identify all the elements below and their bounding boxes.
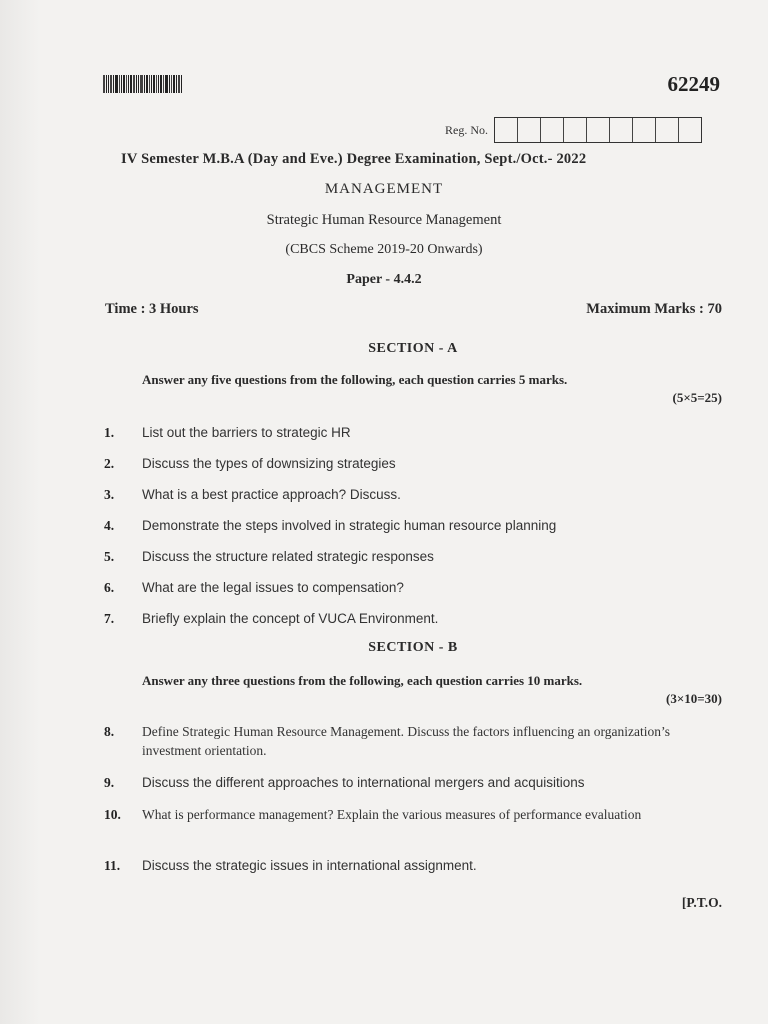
- exam-title: IV Semester M.B.A (Day and Eve.) Degree Examination, Sept./Oct.- 2022: [121, 151, 587, 167]
- reg-label: Reg. No.: [445, 122, 488, 137]
- subject-title: MANAGEMENT: [324, 181, 444, 197]
- course-title: Strategic Human Resource Management: [266, 212, 502, 228]
- question-text: What is a best practice approach? Discuss.: [142, 487, 401, 502]
- question-text: Discuss the different approaches to international mergers and acquisitions: [142, 775, 585, 790]
- reg-boxes[interactable]: [494, 117, 702, 143]
- question-number: 10.: [104, 807, 121, 822]
- time-allowed: Time : 3 Hours: [105, 301, 199, 317]
- section-a-allocation: (5×5=25): [672, 390, 722, 405]
- barcode-bar: [103, 75, 105, 93]
- reg-digit-box[interactable]: [518, 118, 541, 142]
- question-text: Discuss the types of downsizing strategies: [142, 456, 396, 471]
- question-item: [104, 722, 722, 760]
- question-item: [104, 578, 722, 597]
- question-text: Demonstrate the steps involved in strategic human resource planning: [142, 518, 557, 533]
- barcode-bar: [156, 75, 157, 93]
- barcode-bar: [181, 75, 182, 93]
- question-item: [104, 805, 722, 824]
- question-number: 9.: [104, 775, 115, 790]
- barcode-bar: [160, 75, 162, 93]
- section-a-title: SECTION - A: [368, 341, 458, 356]
- barcode-bar: [144, 75, 145, 93]
- section-b-title: SECTION - B: [368, 640, 458, 655]
- barcode-bar: [169, 75, 170, 93]
- question-item: [104, 547, 722, 566]
- question-number: 2.: [104, 456, 115, 471]
- reg-digit-box[interactable]: [587, 118, 610, 142]
- page-turn-over: [P.T.O.: [681, 895, 722, 910]
- question-item: [104, 485, 722, 504]
- barcode-bar: [173, 75, 175, 93]
- question-text: What is performance management? Explain the various measures of performance evaluation: [142, 807, 642, 822]
- paper-code: 62249: [667, 72, 720, 96]
- barcode-bar: [140, 75, 143, 93]
- barcode-bar: [149, 75, 150, 93]
- section-a-instruction: Answer any five questions from the following, each question carries 5 marks.: [142, 372, 568, 387]
- barcode-bar: [151, 75, 152, 93]
- barcode-bar: [121, 75, 122, 93]
- scheme-line: (CBCS Scheme 2019-20 Onwards): [285, 242, 483, 257]
- barcode-bar: [130, 75, 132, 93]
- barcode-bar: [153, 75, 155, 93]
- question-number: 8.: [104, 724, 115, 739]
- question-number: 1.: [104, 425, 115, 440]
- barcode-bar: [128, 75, 129, 93]
- reg-digit-box[interactable]: [541, 118, 564, 142]
- question-item: [104, 423, 722, 442]
- barcode-bar: [110, 75, 112, 93]
- question-number: 6.: [104, 580, 115, 595]
- barcode-bar: [126, 75, 127, 93]
- barcode-bar: [108, 75, 109, 93]
- question-item: [104, 516, 722, 535]
- barcode-bar: [113, 75, 114, 93]
- section-b-instruction: Answer any three questions from the following, each question carries 10 marks.: [142, 673, 583, 688]
- paper-number: Paper - 4.4.2: [346, 272, 422, 287]
- barcode-bar: [119, 75, 120, 93]
- question-text: What are the legal issues to compensation?: [142, 580, 404, 595]
- question-text: List out the barriers to strategic HR: [142, 425, 351, 440]
- barcode-bar: [123, 75, 125, 93]
- barcode-image: [103, 75, 198, 93]
- question-number: 3.: [104, 487, 115, 502]
- question-number: 11.: [104, 858, 121, 873]
- question-text: Discuss the structure related strategic responses: [142, 549, 434, 564]
- barcode-bar: [178, 75, 180, 93]
- question-text: Define Strategic Human Resource Management. Discuss the factors influencing an organization’s investment orientation.: [142, 724, 670, 758]
- question-text: Briefly explain the concept of VUCA Environment.: [142, 611, 439, 626]
- barcode-bar: [106, 75, 107, 93]
- reg-digit-box[interactable]: [633, 118, 656, 142]
- scan-shadow: [0, 0, 40, 1024]
- reg-digit-box[interactable]: [564, 118, 587, 142]
- question-item: [104, 609, 722, 628]
- reg-digit-box[interactable]: [610, 118, 633, 142]
- barcode-bar: [163, 75, 164, 93]
- reg-digit-box[interactable]: [495, 118, 518, 142]
- maximum-marks: Maximum Marks : 70: [586, 301, 722, 317]
- section-b-allocation: (3×10=30): [666, 691, 722, 706]
- barcode-bar: [136, 75, 137, 93]
- barcode-bar: [165, 75, 168, 93]
- barcode-bar: [138, 75, 139, 93]
- question-item: [104, 856, 722, 875]
- barcode-bar: [158, 75, 159, 93]
- barcode-bar: [146, 75, 148, 93]
- question-number: 5.: [104, 549, 115, 564]
- barcode-bar: [176, 75, 177, 93]
- question-item: [104, 454, 722, 473]
- reg-digit-box[interactable]: [656, 118, 679, 142]
- barcode-bar: [115, 75, 118, 93]
- reg-number-field[interactable]: [445, 117, 702, 143]
- question-number: 7.: [104, 611, 115, 626]
- barcode-bar: [133, 75, 135, 93]
- barcode-bar: [171, 75, 172, 93]
- question-text: Discuss the strategic issues in international assignment.: [142, 858, 477, 873]
- question-number: 4.: [104, 518, 115, 533]
- question-item: [104, 773, 722, 792]
- reg-digit-box[interactable]: [679, 118, 701, 142]
